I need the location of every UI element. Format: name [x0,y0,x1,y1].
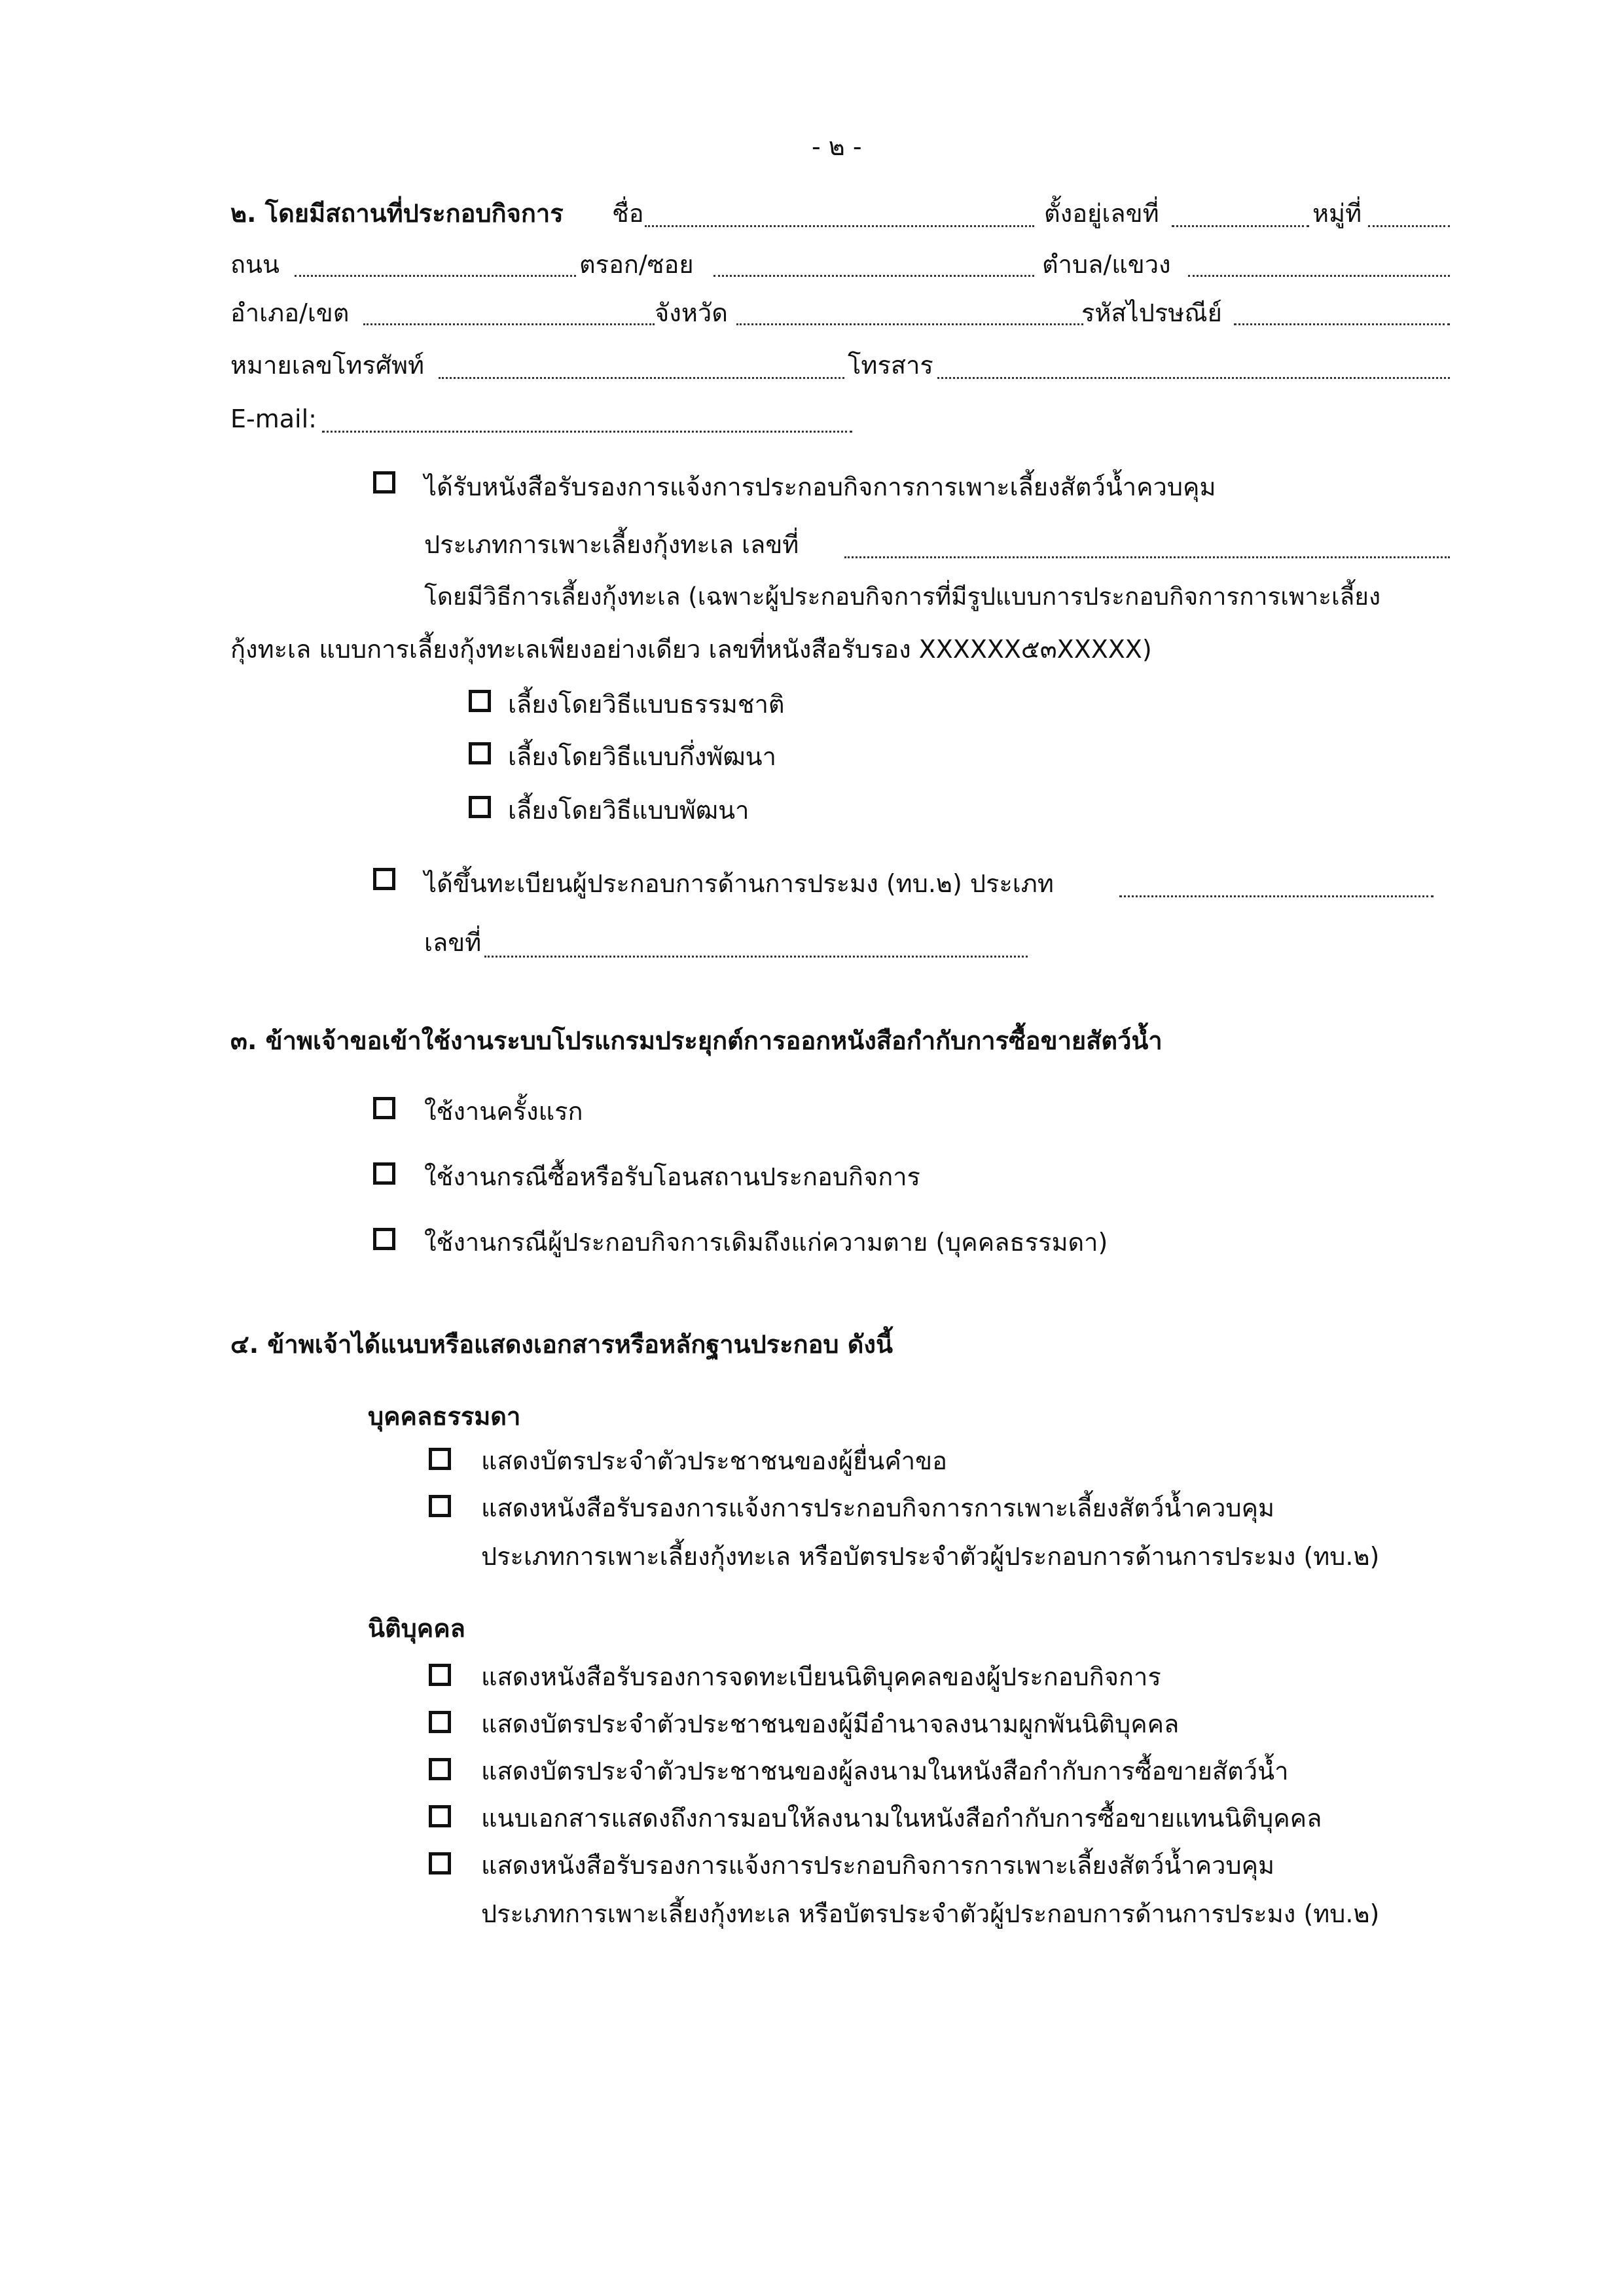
cert-line3: โดยมีวิธีการเลี้ยงกุ้งทะเล (เฉพาะผู้ประกอบกิจการที่มีรูปแบบการประกอบกิจการการเพาะเลี้ยง [424,583,1381,611]
email-field[interactable] [322,431,852,433]
postcode-field[interactable] [1234,323,1450,325]
cert-line1: ได้รับหนังสือรับรองการแจ้งการประกอบกิจการการเพาะเลี้ยงสัตว์น้ำควบคุม [424,473,1216,501]
name-label: ชื่อ [612,199,644,228]
cert-number-field[interactable] [844,556,1450,558]
first-use-checkbox[interactable] [373,1097,395,1119]
registration-checkbox[interactable] [373,868,395,890]
fax-field[interactable] [937,377,1450,379]
section4-heading: ๔. ข้าพเจ้าได้แนบหรือแสดงเอกสารหรือหลักฐานประกอบ ดังนี้ [230,1330,893,1359]
individual-cert-line2: ประเภทการเพาะเลี้ยงกุ้งทะเล หรือบัตรประจำตัวผู้ประกอบการด้านการประมง (ทบ.๒) [481,1542,1380,1571]
subdistrict-field[interactable] [1188,275,1450,277]
name-field[interactable] [645,225,1034,227]
individual-cert-line1: แสดงหนังสือรับรองการแจ้งการประกอบกิจการการเพาะเลี้ยงสัตว์น้ำควบคุม [481,1494,1275,1522]
province-field[interactable] [736,323,1083,325]
registration-line2: เลขที่ [424,928,482,957]
moo-field[interactable] [1368,225,1450,227]
individual-id-card-label: แสดงบัตรประจำตัวประชาชนของผู้ยื่นคำขอ [481,1446,947,1475]
moo-label: หมู่ที่ [1312,199,1362,228]
phone-label: หมายเลขโทรศัพท์ [230,351,425,380]
road-field[interactable] [295,275,576,277]
email-label: E-mail: [230,404,317,433]
juristic-title: นิติบุคคล [368,1614,465,1643]
juristic-cert-checkbox[interactable] [429,1852,451,1874]
postcode-label: รหัสไปรษณีย์ [1081,298,1222,327]
juristic-signer-id-label: แสดงบัตรประจำตัวประชาชนของผู้ลงนามในหนังสือกำกับการซื้อขายสัตว์น้ำ [481,1757,1289,1785]
first-use-label: ใช้งานครั้งแรก [424,1097,583,1126]
method-intensive-label: เลี้ยงโดยวิธีแบบพัฒนา [508,796,749,825]
juristic-registration-label: แสดงหนังสือรับรองการจดทะเบียนนิติบุคคลของผู้ประกอบกิจการ [481,1662,1161,1691]
juristic-authorized-id-label: แสดงบัตรประจำตัวประชาชนของผู้มีอำนาจลงนามผูกพันนิติบุคคล [481,1710,1180,1738]
cert-checkbox[interactable] [373,471,395,493]
method-semi-label: เลี้ยงโดยวิธีแบบกึ่งพัฒนา [508,742,776,771]
purchase-transfer-checkbox[interactable] [373,1162,395,1185]
district-field[interactable] [363,323,655,325]
cert-line4: กุ้งทะเล แบบการเลี้ยงกุ้งทะเลเพียงอย่างเดียว เลขที่หนังสือรับรอง XXXXXX๕๓XXXXX) [230,635,1152,664]
section3-heading: ๓. ข้าพเจ้าขอเข้าใช้งานระบบโปรแกรมประยุกต์การออกหนังสือกำกับการซื้อขายสัตว์น้ำ [230,1026,1163,1055]
soi-field[interactable] [713,275,1034,277]
registration-number-field[interactable] [484,956,1028,958]
cert-line2: ประเภทการเพาะเลี้ยงกุ้งทะเล เลขที่ [424,530,799,559]
method-intensive-checkbox[interactable] [469,796,491,818]
juristic-authorized-id-checkbox[interactable] [429,1711,451,1733]
method-natural-label: เลี้ยงโดยวิธีแบบธรรมชาติ [508,690,785,719]
purchase-transfer-label: ใช้งานกรณีซื้อหรือรับโอนสถานประกอบกิจการ [424,1162,920,1191]
individual-cert-checkbox[interactable] [429,1495,451,1517]
house-no-label: ตั้งอยู่เลขที่ [1044,199,1159,228]
juristic-registration-checkbox[interactable] [429,1664,451,1686]
page-number: - ๒ - [812,132,862,161]
district-label: อำเภอ/เขต [230,298,350,327]
soi-label: ตรอก/ซอย [579,250,694,279]
phone-field[interactable] [439,377,844,379]
province-label: จังหวัด [655,298,728,327]
individual-id-card-checkbox[interactable] [429,1448,451,1470]
section2-heading: ๒. โดยมีสถานที่ประกอบกิจการ [230,199,564,228]
deceased-operator-label: ใช้งานกรณีผู้ประกอบกิจการเดิมถึงแก่ความตาย (บุคคลธรรมดา) [424,1228,1108,1257]
method-semi-checkbox[interactable] [469,742,491,764]
subdistrict-label: ตำบล/แขวง [1042,250,1171,279]
individual-title: บุคคลธรรมดา [368,1402,521,1431]
juristic-cert-line1: แสดงหนังสือรับรองการแจ้งการประกอบกิจการการเพาะเลี้ยงสัตว์น้ำควบคุม [481,1851,1275,1880]
juristic-power-of-attorney-checkbox[interactable] [429,1805,451,1827]
juristic-power-of-attorney-label: แนบเอกสารแสดงถึงการมอบให้ลงนามในหนังสือกำกับการซื้อขายแทนนิติบุคคล [481,1804,1322,1833]
road-label: ถนน [230,250,280,279]
juristic-signer-id-checkbox[interactable] [429,1758,451,1780]
fax-label: โทรสาร [848,351,933,380]
method-natural-checkbox[interactable] [469,690,491,712]
registration-type-field[interactable] [1119,895,1434,897]
registration-line1: ได้ขึ้นทะเบียนผู้ประกอบการด้านการประมง (ทบ.๒) ประเภท [424,869,1054,898]
juristic-cert-line2: ประเภทการเพาะเลี้ยงกุ้งทะเล หรือบัตรประจำตัวผู้ประกอบการด้านการประมง (ทบ.๒) [481,1899,1380,1928]
deceased-operator-checkbox[interactable] [373,1228,395,1250]
house-no-field[interactable] [1172,225,1309,227]
